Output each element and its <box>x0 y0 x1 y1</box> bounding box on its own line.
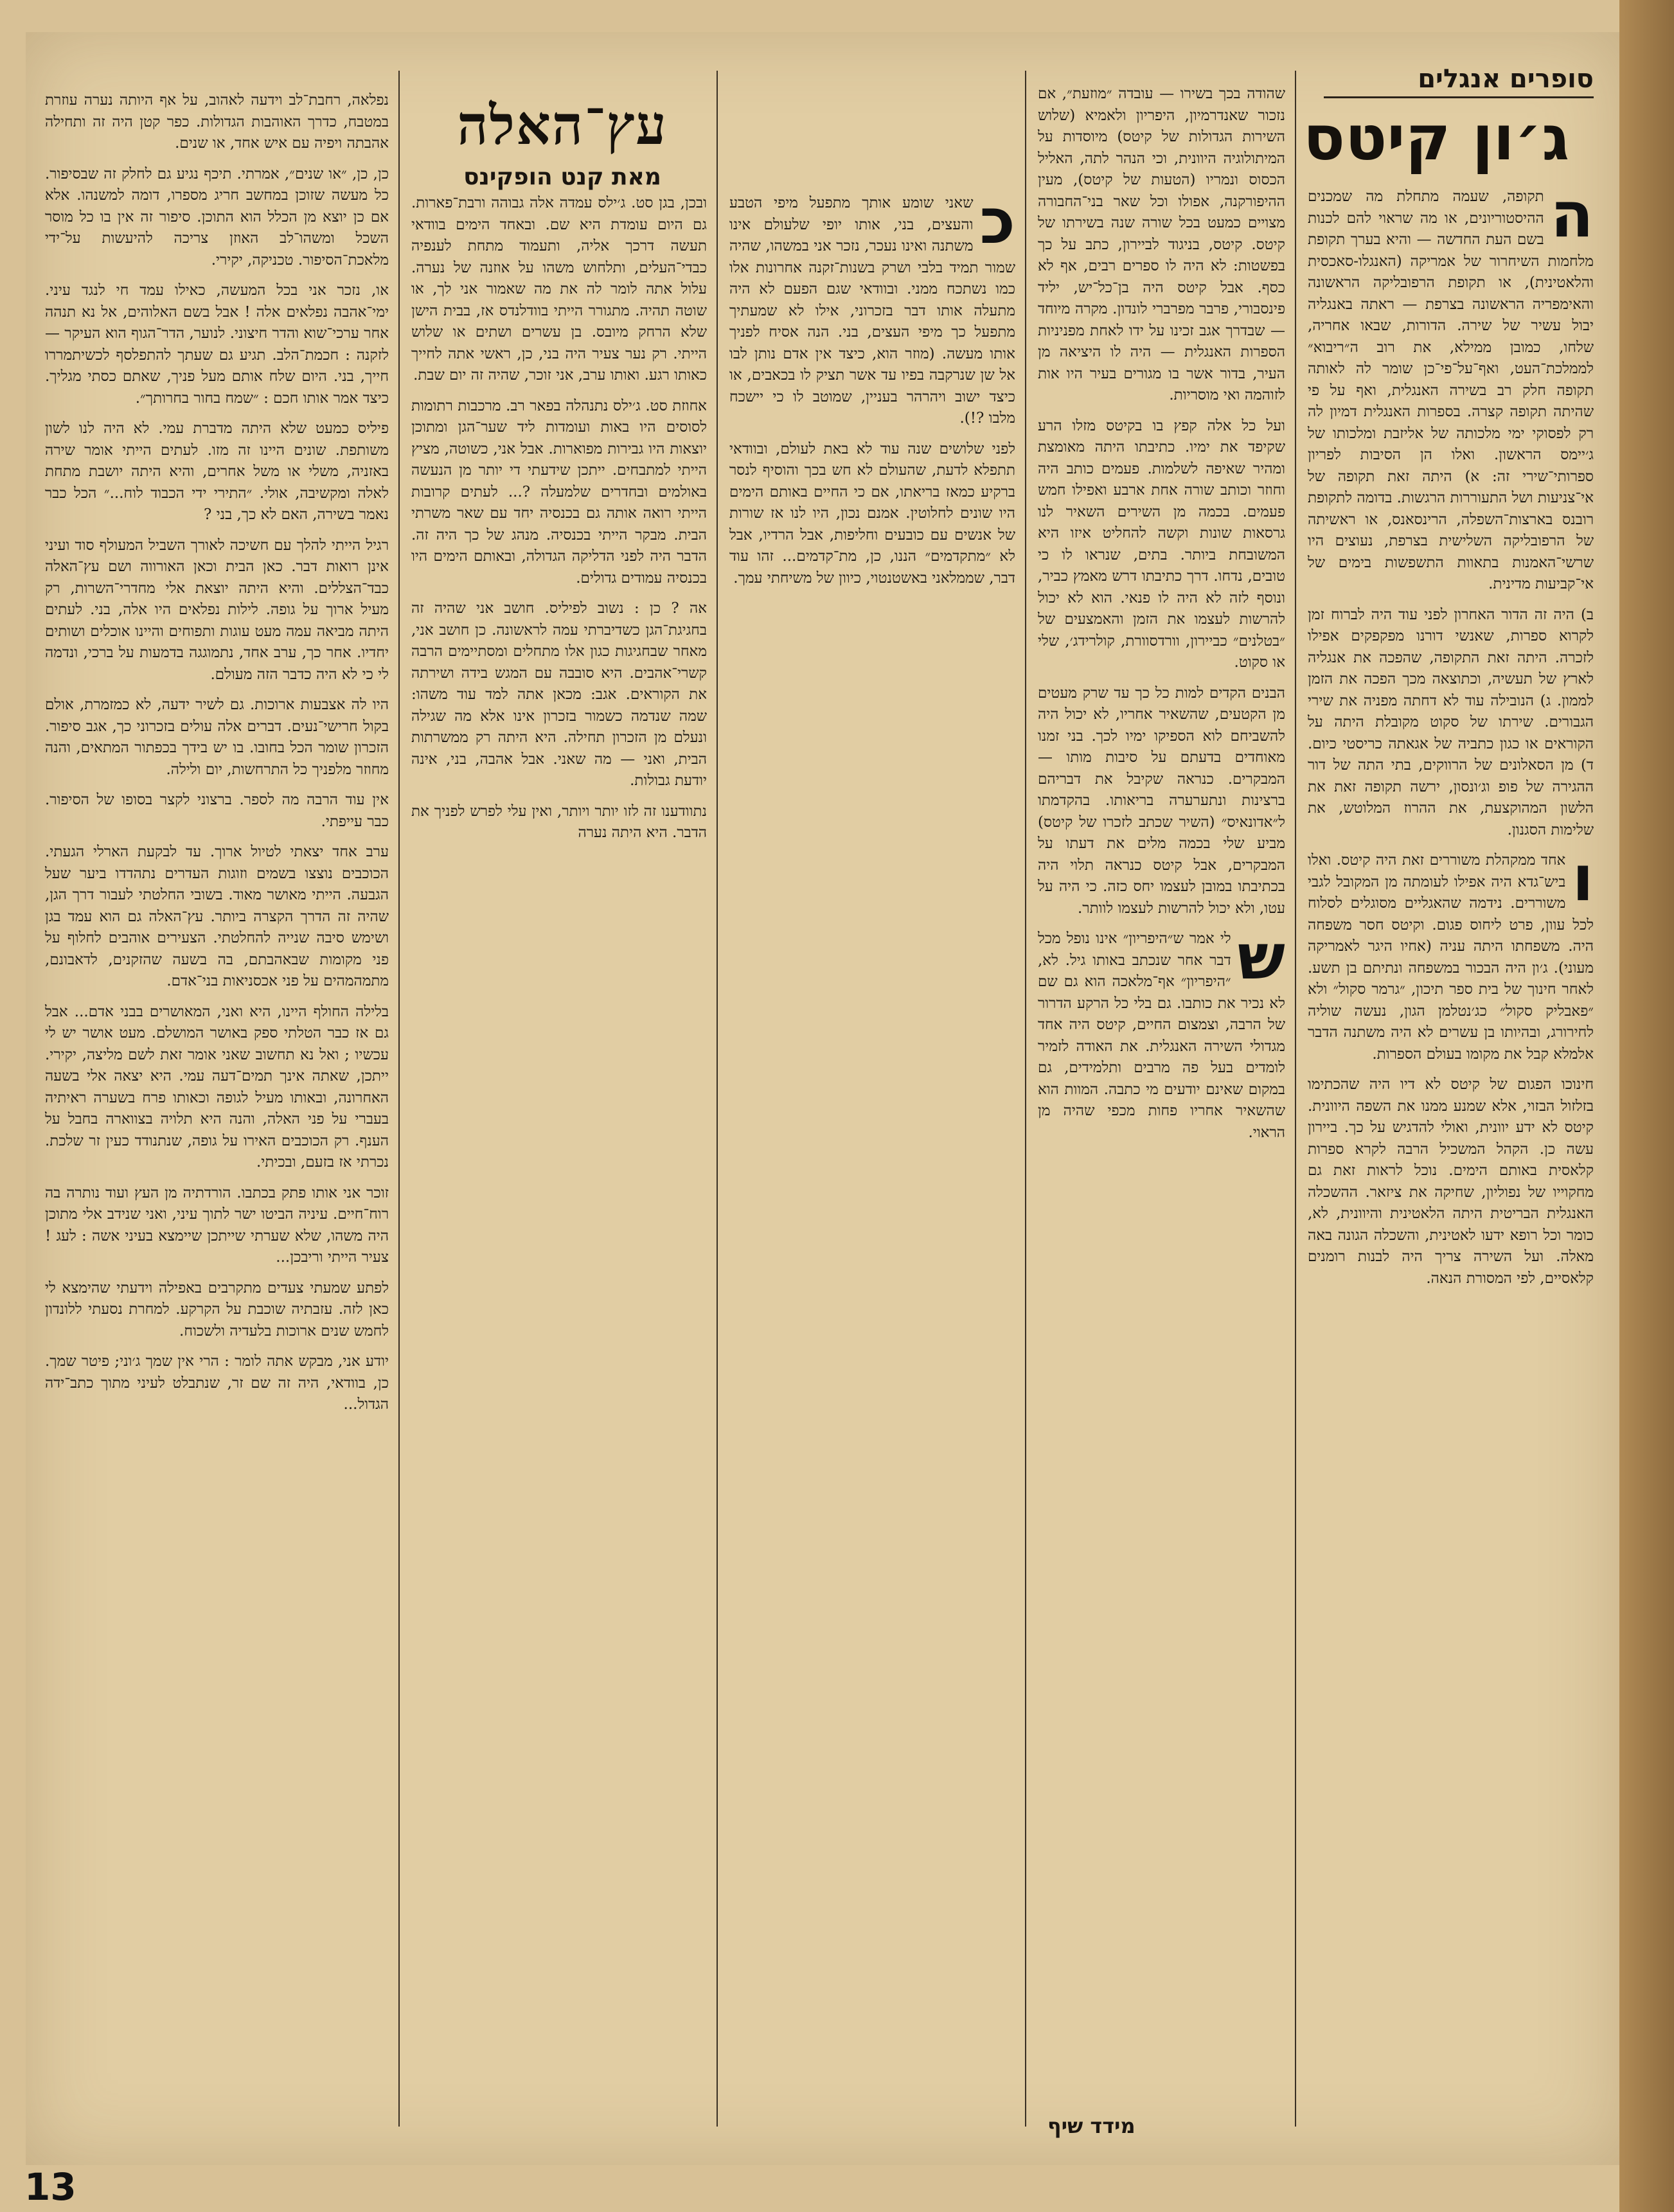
paragraph: חינוכו הפגום של קיטס לא דיו היה שהכתימו בזלזול הבזוי, אלא שמנע ממנו את השפה היוונית. קיטס לא ידע יוונית, ואולי להדגיש על כך. ביירון עשה כן. הקהל המשכיל הרבה לקרא ספרות קלאסית באותם הימים. נוכל לראות זאת גם מחקוייו של נפוליון, שחיקה את ציזאר. ההשכלה האנגלית הבריטית היתה הלאטינית והיוונית, לא, כומר וכל רופא ידעו לאטינית, והשכלה הגונה באה מאלה. ועל השירה צריך היה לבנות רומנים קלאסיים, לפי המסורת הנאה. <box>1308 1076 1594 1287</box>
paragraph <box>1038 921 1285 1144</box>
paragraph: בלילה החולף היינו, היא ואני, המאושרים בבני אדם... אבל גם אז כבר הטלתי ספק באושר המושלם. מעט אושר יש לי עכשיו ; ואל נא תחשוב שאני אומר זאת לשם מליצה, יקירי. ייתכן, שאתה אינך תמים־דעה עמי. היא יצאה אלי בשעה האחרונה, ובאותו מעיל לגופה וכאותו פרח בשערה ראיתיה בעברי על פני האלה, והנה היא תלויה בצווארה בחבל על הענף. רק הכוכבים האירו על גופה, שנתנודד כעין זר שלכת. נכרתי אז בזעם, ובכיתי. <box>45 1003 389 1171</box>
column-oak-story <box>729 193 1015 2127</box>
paragraph: ועל כל אלה קפץ בו בקיטס מזלו הרע שקיפד את ימיו. כתיבתו היתה מאומצת ומהיר שאיפה לשלמות. פעמים כותב היה וחוזר וכותב שורה אחת ארבע ואפילו חמש פעמים. בכמה מן השירים השאיר לנו גרסאות שונות וקשה להחליט איזו היא המשובחת ביותר. בתים, שנראו לו כי טובים, נדחו. דרך כתיבתו דרש מאמץ כביר, ונוסף לזה לא היה לו פנאי. הוא לא יכול להרשות לעצמו את הזמן והאמצעים של ״בטלנים״ כביירון, וורדסוורת, קולרידג׳, שלי או סקוט. <box>1038 417 1285 671</box>
column-rule <box>1295 71 1296 2127</box>
column-keats-continued <box>1038 84 1285 2127</box>
paragraph: יודע אני, מבקש אתה לומר : הרי אין שמך ג׳וני; פיטר שמך. כן, בוודאי, היה זה שם זר, שנתבלט לעיני מתוך כתב־ידה הגדול... <box>45 1353 389 1413</box>
column-oak-story-end <box>45 90 389 2159</box>
paragraph: פיליס כמעט שלא היתה מדברת עמי. לא היה לנו לשון משותפת. שונים היינו זה מזו. לעתים הייתי אומר שירה באזניה, משלי או משל אחרים, והיא היתה יושבת מתחת לאלה ומקשיבה, אולי. ״התירי ידי הכבוד לוח...״ הכל כבר נאמר בשירה, האם לא כך, בני ? <box>45 420 389 523</box>
paragraph: אין עוד הרבה מה לספר. ברצוני לקצר בסופו של הסיפור. כבר עייפתי. <box>45 792 389 830</box>
paragraph: ערב אחד יצאתי לטיול ארוך. עד לבקעת הארלי הגעתי. הכוכבים נוצצו בשמים וזוגות העדרים נתהדדו ביער שעל הגבעה. הייתי מאושר מאוד. בשובי החלטתי לעבור דרך הגן, שהיה זה הדרך הקצרה ביותר. עץ־האלה גם הוא עמד בגן ושימש סיבה שנייה להחלטתי. הצעירים אוהבים לחלוף על פני מקומות שבאהבתם, בה בשעה שהזקנים, לדאבונם, מתמהמהים על פני אכסניאות בני־אדם. <box>45 844 389 989</box>
paragraph: זוכר אני אותו פתק בכתבו. הורדתיה מן העץ ועוד נותרה בה רוח־חיים. עיניה הביטו ישר לתוך עיני, ואני שנידב אלי מתוכן היה משהו, שלא שערתי שייתכן שיימצא בעיני אשה : לעג ! צעיר הייתי וריבכן... <box>45 1184 389 1266</box>
paragraph: אחוזת סט. ג׳ילס נתנהלה בפאר רב. מרכבות רתומות לסוסים היו באות ועומדות ליד שער־הגן ומתוכן יוצאות היו גבירות מפוארות. אבל אני, כשוטה, מציץ הייתי למתבחים. ייתכן שידעתי די יותר מן הנעשה באולמים ובחדרים שלמעלה ?... לעתים קרובות הייתי רואה אותה גם בכנסיה יחד עם שאר משרתי הבית. מבקר הייתי בכנסיה. מנהג של כך היה זה. הדבר היה לפני הדליקה הגדולה, ובאותם הימים היו בכנסיה עמודים גדולים. <box>411 397 707 587</box>
paragraph: נתוודענו זה לזו יותר ויותר, ואין עלי לפרש לפניך את הדבר. היא היתה נערה <box>411 802 707 841</box>
page-edge <box>1619 0 1674 2212</box>
paragraph: נפלאה, רחבת־לב וידעה לאהוב, על אף היותה נערה עוזרת במטבח, כדרך האוהבות הגדולות. כפר קטן היה זה ותחילה אהבתה ויפיה עם איש אחד, או שנים. <box>45 92 389 152</box>
paragraph: ב) היה זה הדור האחרון לפני עוד היה לברוח זמן לקרוא ספרות, שאנשי דורנו מפקפקים אפילו לזכרה. היתה זאת התקופה, שהפכה את אנגליה לארץ של תעשיה, וכתוצאה מכך הפכה את הזמן לממון. ג) הנובילה עוד לא דחתה מפניה את שירי הגבורים. שירתו של סקוט מקובלת היתה על הקוראים או כגון כתביה של אגאתה כריסטי כיום. ד) מן הסאלונים של הרווקים, בתי התה של דור ההגירה של פופ וג׳ונסון, ירשה תקופה זאת את הלשון המהוקצעת, את ההרוז המלוטש, את שלימות הסגנון. <box>1308 606 1594 838</box>
paragraph <box>729 193 1015 430</box>
column-keats <box>1308 186 1594 2133</box>
series-heading: סופרים אנגלים <box>1418 64 1594 94</box>
paragraph-text: תקופה, שעמה מתחלת מה שמכנים ההיסטוריונים, או מה שראוי להם לכנות בשם העת החדשה — והיא בערך תקופת מלחמות השיחרור של אמריקה (האנגלו-סאכסית והלאטינית), או תקופת הרפובליקה הראשונה והאימפריה הראשונה בצרפת — ראתה באנגליה יבול עשיר של שירה. הדורות, שבאו אחריה, שלחו, כמובן ממילא, את רוב ה״ריבוא״ לממלכת־העט, ואף־על־פי־כן שומר לה לאותה תקופה חלק רב בשירה האנגלית, ואף על פי שהיתה תקופה קצרה. בספרות האנגלית דמיון לה רק לפסוקי ימי מלכותה של אליזבת ומלכותו של ג׳יימס הראשון. ואלו הן הסיבות לפריון ספרותי־שירי זה: א) היתה זאת תקופה של אי־צניעות ושל התעוררות הרגשות. בדומה לתקופת רובנס בארצות־השפלה, הרינסאנס, או ראשיתה של הרפובליקה השלישית בצרפת, נעוצים היו שרשי־האמנות בתאוות התשפשות בימים של אי־קביעות מדינית. <box>1308 188 1594 592</box>
paragraph-text: לי אמר ש״היפריון״ אינו נופל מכל דבר אחר שנכתב באותו גיל. לא, ״היפריון״ אף־מלאכה הוא גם שם לא נכיר את כותבו. גם בלי כל הרקע הדרור של הרבה, וצמצום החיים, קיטס היה אחד מגדולי השירה האנגלית. את האודה לזמיר לומדים בעל פה מרבים ותלמידים, גם במקום שאינם יודעים מי כתבה. המוות הוא שהשאיר אחריו פחות מכפי שהיה מן הראוי. <box>1038 930 1285 1141</box>
paragraph: כן, כן, ״או שנים״, אמרתי. תיכף נגיע גם לחלק זה שבסיפור. כל מעשה שזוכן במחשב חריג מספרו, דומה למשנהו. אלא אם כן יוצא מן הכלל הוא התוכן. סיפור זה אין בו כל מוסר השכל ומשהו־לב האוזן צריכה להיעשות על־ידי מלאכת־הסיפור. טכניקה, יקירי. <box>45 165 389 269</box>
paragraph: רגיל הייתי להלך עם חשיכה לאורך השביל המעולף סוד ועיני אינן רואות דבר. כאן הבית וכאן האורווה ושם עץ־האלה כבד־הצללים. והיא היתה יוצאת אלי מחדרי־השרות, רק מעיל ארוך על גופה. לילות נפלאים היו אלה, בני. לעתים היתה מביאה עמה מעט עוגות ותפוחים והיינו אוכלים ושותים יחדיו. אחר כך, ערב אחד, נתמוגגה בדמעות על ברכי, ונדמה לי כי לא היה כדבר הזה מעולם. <box>45 536 389 683</box>
paragraph: שהודה בכך בשירו — עובדה ״מוזעת״, אם נזכור שאנדרמיון, היפריון ולאמיא (שלוש השירות הגדולות של קיטס) מיוסדות על המיתולוגיה היוונית, וכי הנהר לתה, האליל הכסוס ונמריו (הטעות של קיטס), מעין ההיפורקנה, אפולו וכל שאר בני־החבורה מצויים כמעט בכל שורה שנה בשירתו של קיטס. קיטס, בניגוד לביירון, כתב על כך בפשטות: לא היה לו ספרים רבים, אף לא כסף. אבל קיטס היה בן־כל־יש, יליד פינסבורי, פרבר מפרברי לונדון. מקרה מיוחד — שבדרך אגב זכינו על ידו לאחת מפניניות הספרות האנגלית — היה לו היציאה מן העיר, בדור אשר בו מגורים בעיר היו אות לזוהמה ואי מוסריות. <box>1038 85 1285 403</box>
column-rule <box>717 71 718 2127</box>
paragraph: לפתע שמעתי צעדים מתקרבים באפילה וידעתי שהימצא לי כאן לזה. עזבתיה שוכבת על הקרקע. למחרת נסעתי ללונדון לחמש שנים ארוכות בלעדיה ולשכוח. <box>45 1279 389 1340</box>
drop-cap: כ <box>979 193 1015 258</box>
paragraph-text: שאני שומע אותך מתפעל מיפי הטבע והעצים, בני, אותו יופי שלעולם אינו משתנה ואינו נעכר, נזכר אני במשהו, שהיה שמור תמיד בלבי ושרק בשנות־זקנה אחרונות אלו כמו נשתכח ממני. ובוודאי שגם הפעם לא היה מתעלה אותו דבר בזכרוני, אילו לא שמעתיך מתפעל כך מיפי העצים, בני. הנה אסיח לפניך אותו מעשה. (מוזר הוא, כיצד אין אדם נותן לבו אל שן שנרקבה בפיו עד אשר תציק לו בכאבים, או כיצד ישוב ויהרהר בעניין, שמוטב לו כי יישכח מלבו ?!). <box>729 195 1015 427</box>
article-byline-oak: מאת קנט הופקינס <box>463 164 661 190</box>
paragraph <box>1308 842 1594 1065</box>
paragraph: היו לה אצבעות ארוכות. גם לשיר ידעה, לא כמזמרת, אולם בקול חרישי־נעים. דברים אלה עולים בזכרוני כך, אגב סיפור. הזכרון שומר הכל בחובו. בו יש בידך בכפתור המתאים, והנה מחוזר מלפניך כל התרחשות, יום ולילה. <box>45 696 389 778</box>
article-title-keats: ג׳ון קיטס <box>1303 102 1570 174</box>
paragraph: ובכן, בגן סט. ג׳ילס עמדה אלה גבוהה ורבת־פארות. גם היום עומדת היא שם. ובאחד הימים בוודאי תעשה דרכך אליה, ותעמוד מתחת לענפיה כבדי־העלים, ותלחוש משהו על אוזנה של נערה. עלול אתה לומר לה את מה שאמור אני לך, או שוטה תהיה. מתגורר הייתי בוודלנדס אז, בבית הישן שלא הרחק מיובס. בן עשרים ושתים או שלוש הייתי. רק נער צעיר היה בני, כן, ראשי אתה לחייך כאותו רגע. ואותו ערב, אני זוכר, שהיה זה יום שבת. <box>411 195 707 384</box>
paragraph: אה ? כן : נשוב לפיליס. חושב אני שהיה זה בחגיגת־הגן כשדיברתי עמה לראשונה. כן חושב אני, מאחר שבחגיגות כגון אלו מתחלים ומסתיימים הרבה קשרי־אהבים. היא סובבה עם המגש בידה ושירתה את הקוראים. אגב: מכאן אתה למד עוד משהו: שמה שנדמה כשמור בזכרון אינו אלא מה שגילה ונעלם מן הזכרון תחילה. היא היתה רק ממשרתות הבית, ואני — מה שאני. אבל אהבה, בני, אינה יודעת גבולות. <box>411 600 707 789</box>
paragraph: או, נזכר אני בכל המעשה, כאילו עמד חי לנגד עיני. ימי־אהבה נפלאים אלה ! אבל בשם האלוהים, אל נא תנהה אחר ערכי־שוא והדר חיצוני. לנוער, הדר־הגוף הוא העיקר — לזקנה : חכמת־הלב. תגיע גם שעתך להתפלסף לכשיתמררו חייך, בני. היום שלח אותם מעל פניך, שאתם כסתי מגליך. כיצד אמר אותו חכם : ״שמח בחור בחרותך״. <box>45 282 389 407</box>
drop-cap: ו <box>1572 842 1594 916</box>
column-rule <box>398 71 400 2127</box>
paragraph-text: אחד ממקהלת משוררים זאת היה קיטס. ואלו ביש־גדא היה אפילו לעומתה מן המקובל לגבי משוררים. נידמה שהאגליים מסוגלים לסלוח לכל עוון, פרט ליחוס פגום. וקיטס חסר משפחה היה. משפחתו היתה עניה (אחיו היגר לאמריקה מעוני). ג׳ון היה הבכור במשפחה ונתיתם בן תשע. לאחר חינוך של בית ספר תיכון, ״גרמר סקול״ ולא ״פאבליק סקול״ כג׳נטלמן הגון, נעשה שוליה לחירורג, ובהיותו בן עשרים לא היה משתנה הדבר אלמלא קבל את מקומו בעולם הספרות. <box>1308 852 1594 1063</box>
drop-cap: ש <box>1237 921 1285 994</box>
column-rule <box>1025 71 1026 2127</box>
paragraph: לפני שלושים שנה עוד לא באת לעולם, ובוודאי תתפלא לדעת, שהעולם לא חש בכך והוסיף לנסר ברקיע כמאז בריאתו, אם כי החיים באותם הימים היו שונים לחלוטין. אמנם נכון, היו לנו אז שורות של אנשים עם כובעים וחליפות, אבל הרדיו, אבל לא ״מתקדמים״ הננו, כן, מת־קדמים... זהו עוד דבר, שממלאני באשטנטוי, כיוון של משיחתי עמך. <box>729 440 1015 587</box>
drop-cap: ה <box>1550 186 1594 252</box>
author-signature: מידד שיף <box>1047 2114 1135 2138</box>
page-number: 13 <box>24 2165 76 2209</box>
column-oak-story-continued <box>411 193 707 2127</box>
article-title-oak: עץ־האלה <box>457 93 668 157</box>
paragraph <box>1308 186 1594 596</box>
paragraph: הבנים הקדים למות כל כך עד שרק מעטים מן הקטעים, שהשאיר אחריו, לא יכול היה להשביחם לוא הספיקו ימיו לכך. בני זמנו מאוחדים בדעתם על סיבות מותו — המבקרים. כנראה שקיבל את דבריהם ברצינות ונתערערה בריאותו. בהקדמתו ל״אדונאיס״ (השיר שכתב לזכרו של קיטס) מביע שלי בכמה מלים את דעתו על המבקרים, אבל קיטס כנראה תלוי היה בכתיבתו במובן לעצמו יחס כזה. כי היה על עטו, ולא יכול להרשות לעצמו לוותר. <box>1038 684 1285 917</box>
